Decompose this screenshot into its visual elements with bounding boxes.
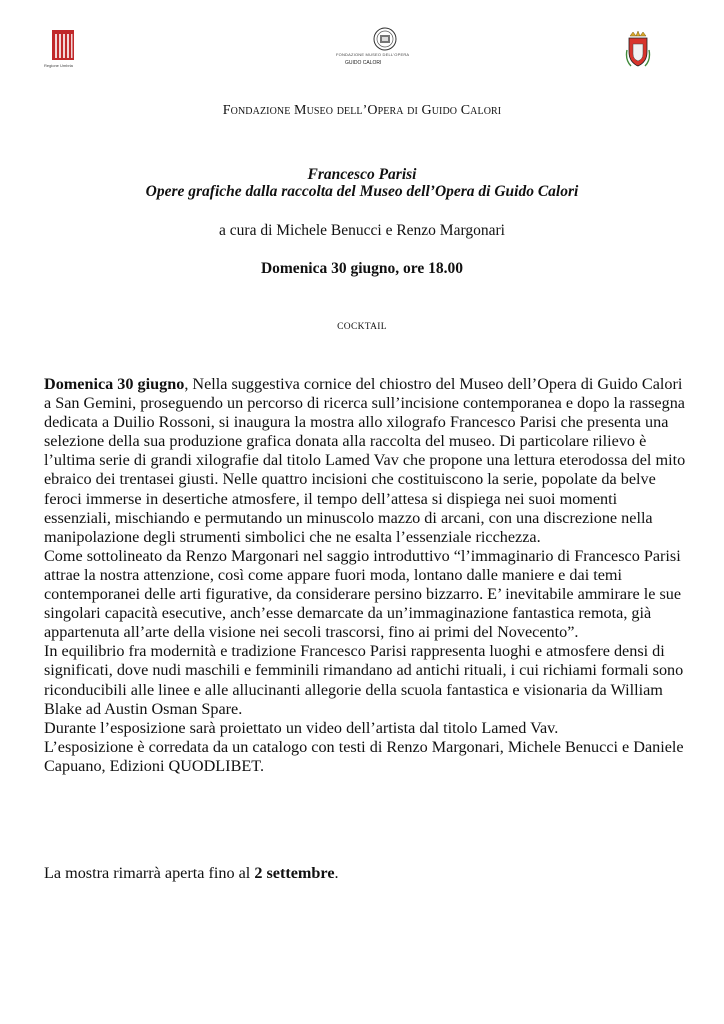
regione-umbria-caption: Regione Umbria [44,63,73,68]
closing-prefix: La mostra rimarrà aperta fino al [44,864,255,882]
body-paragraph-2: Come sottolineato da Renzo Margonari nel saggio introduttivo “l’immaginario di Francesco Parisi attrae la nostra attenzione, così come appare fuori moda, lontano dalle maniere e dai temi contemporanei delle arti figurative, da considerare persino bizzarro. E’ inevitabile ammirare le sue singolari capacità esecutive, anch’esse demarcate da un’immaginazione fantastica remota, già appartenuta all’arte della visione nei secoli trascorsi, fino ai primi del Novecento”. [44,546,682,642]
coat-of-arms-logo [625,30,651,70]
museo-seal-icon [330,26,410,52]
regione-umbria-icon [48,30,78,62]
paragraph-1-text: , Nella suggestiva cornice del chiostro del Museo dell’Opera di Guido Calori a San Gemini, proseguendo un percorso di ricerca sull’incisione contemporanea e dopo la rassegna dedicata a Duilio Rossoni, si inaugura la mostra allo xilografo Francesco Parisi che presenta una selezione della sua produzione grafica donata alla raccolta del museo. Di particolare rilievo è l’ultima serie di grandi xilografie dal titolo Lamed Vav che propone una lettura eterodossa del mito ebraico dei trentasei giusti. Nelle quattro incisioni che costituiscono la serie, popolate da belve feroci immerse in desertiche atmosfere, il tempo dell’attesa si dispiega nei suoi momenti essenziali, mischiando e permutando un minuscolo mazzo di arcani, con una discrezione nella manipolazione degli strumenti simbolici che ne esalta l’essenziale ricchezza. [44,375,686,546]
museo-logo-line2: GUIDO CALORI [345,60,382,66]
foundation-name: Fondazione Museo dell’Opera di Guido Calori [222,103,502,118]
lead-date: Domenica 30 giugno [44,375,185,393]
closing-date: 2 settembre [254,864,335,882]
press-release-body [44,375,688,776]
curators-line: a cura di Michele Benucci e Renzo Margonari [219,222,505,239]
body-paragraph-5: L’esposizione è corredata da un catalogo con testi di Renzo Margonari, Michele Benucci e Daniele Capuano, Edizioni QUODLIBET. [44,737,684,775]
artist-name: Francesco Parisi [307,166,417,183]
body-paragraph-4: Durante l’esposizione sarà proiettato un video dell’artista dal titolo Lamed Vav. [44,718,559,737]
event-date-time: Domenica 30 giugno, ore 18.00 [260,260,464,277]
closing-line [44,864,339,883]
exhibition-subtitle: Opere grafiche dalla raccolta del Museo dell’Opera di Guido Calori [145,183,579,200]
body-paragraph-3: In equilibrio fra modernità e tradizione Francesco Parisi rappresenta luoghi e atmosfere densi di significati, dove nudi maschili e femminili rimandano ad antichi rituali, i cui richiami formali sono riconducibili alle linee e alle allucinanti allegorie della scuola fantastica e visionaria da William Blake ad Austin Osman Spare. [44,642,684,718]
closing-suffix: . [334,864,339,882]
cocktail-note: COCKTAIL [337,322,387,332]
comune-coat-of-arms-icon [625,30,651,70]
museo-logo-line1: FONDAZIONE MUSEO DELL'OPERA [336,52,410,57]
body-paragraph-1 [44,375,688,547]
